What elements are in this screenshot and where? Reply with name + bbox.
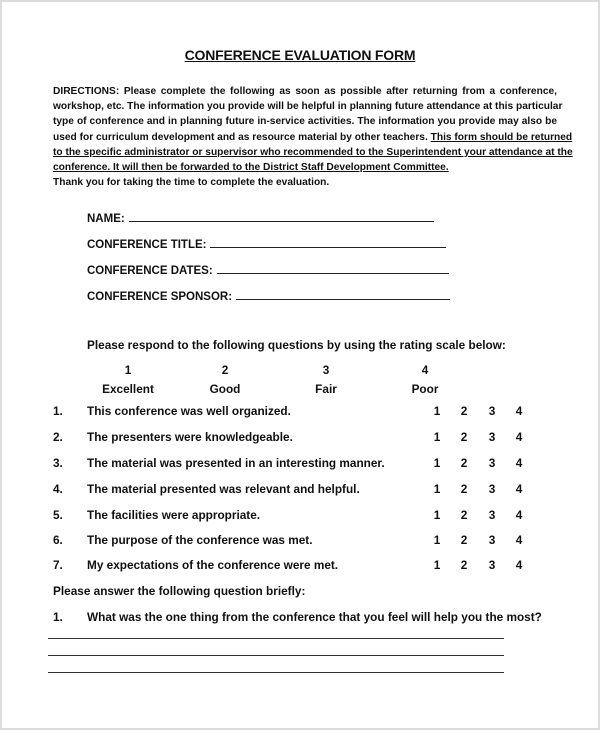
name-input-line[interactable] bbox=[129, 209, 434, 222]
question-number: 4. bbox=[53, 482, 63, 496]
rating-option-3[interactable]: 3 bbox=[488, 558, 496, 572]
question-number: 1. bbox=[53, 404, 63, 418]
question-text: The material was presented in an interesting manner. bbox=[87, 456, 385, 470]
rating-option-1[interactable]: 1 bbox=[433, 508, 441, 522]
rating-option-4[interactable]: 4 bbox=[515, 430, 523, 444]
open-question-text: What was the one thing from the conference that you feel will help you the most? bbox=[87, 610, 542, 624]
rating-option-3[interactable]: 3 bbox=[488, 404, 496, 418]
scale-label: Excellent bbox=[102, 382, 154, 396]
rating-option-2[interactable]: 2 bbox=[460, 404, 468, 418]
conference-dates-input-line[interactable] bbox=[217, 261, 449, 274]
rating-option-1[interactable]: 1 bbox=[433, 558, 441, 572]
scale-label: Good bbox=[209, 382, 241, 396]
scale-label: Fair bbox=[315, 382, 337, 396]
question-text: This conference was well organized. bbox=[87, 404, 291, 418]
conference-title-label: CONFERENCE TITLE: bbox=[87, 239, 207, 251]
conference-dates-field[interactable] bbox=[87, 261, 449, 277]
answer-line[interactable] bbox=[48, 638, 504, 639]
rating-option-4[interactable]: 4 bbox=[515, 508, 523, 522]
directions-line: type of conference and in planning future in-service activities. The information you provide may also be bbox=[53, 116, 557, 128]
return-instruction: to the specific administrator or supervisor who recommended to the Superintendent your attendance at the bbox=[53, 146, 573, 158]
rating-option-2[interactable]: 2 bbox=[460, 430, 468, 444]
rating-option-2[interactable]: 2 bbox=[460, 533, 468, 547]
rating-option-4[interactable]: 4 bbox=[515, 558, 523, 572]
rating-option-2[interactable]: 2 bbox=[460, 456, 468, 470]
directions-line bbox=[53, 145, 573, 160]
scale-poor bbox=[395, 361, 455, 399]
question-number: 5. bbox=[53, 508, 63, 522]
rating-option-1[interactable]: 1 bbox=[433, 533, 441, 547]
scale-value: 4 bbox=[421, 363, 429, 377]
question-number: 7. bbox=[53, 558, 63, 572]
question-number: 3. bbox=[53, 456, 63, 470]
rating-option-2[interactable]: 2 bbox=[460, 558, 468, 572]
rating-option-4[interactable]: 4 bbox=[515, 533, 523, 547]
scale-value: 3 bbox=[322, 363, 330, 377]
return-instruction: This form should be returned bbox=[430, 131, 573, 143]
return-instruction: conference. It will then be forwarded to the District Staff Development Committee. bbox=[53, 162, 449, 174]
rating-option-4[interactable]: 4 bbox=[515, 456, 523, 470]
rating-option-1[interactable]: 1 bbox=[433, 456, 441, 470]
rating-option-3[interactable]: 3 bbox=[488, 456, 496, 470]
rating-intro: Please respond to the following questions by using the rating scale below: bbox=[87, 338, 506, 352]
scale-value: 1 bbox=[124, 363, 132, 377]
form-title: CONFERENCE EVALUATION FORM bbox=[184, 47, 416, 63]
question-text: The presenters were knowledgeable. bbox=[87, 430, 293, 444]
conference-sponsor-label: CONFERENCE SPONSOR: bbox=[87, 291, 233, 303]
scale-good bbox=[195, 361, 255, 399]
rating-option-1[interactable]: 1 bbox=[433, 404, 441, 418]
conference-title-field[interactable] bbox=[87, 235, 446, 251]
directions-line: workshop, etc. The information you provide will be helpful in planning future attendance at this particular bbox=[53, 101, 563, 113]
rating-option-3[interactable]: 3 bbox=[488, 533, 496, 547]
directions-paragraph bbox=[53, 84, 573, 190]
conference-dates-label: CONFERENCE DATES: bbox=[87, 265, 213, 277]
question-text: The material presented was relevant and helpful. bbox=[87, 482, 360, 496]
directions-text: used for curriculum development and as resource material by other teachers. bbox=[53, 131, 431, 143]
question-number: 2. bbox=[53, 430, 63, 444]
scale-value: 2 bbox=[221, 363, 229, 377]
directions-line: DIRECTIONS: Please complete the following as soon as possible after returning from a conference, bbox=[53, 86, 557, 97]
rating-option-4[interactable]: 4 bbox=[515, 482, 523, 496]
directions-line bbox=[53, 160, 557, 175]
rating-option-3[interactable]: 3 bbox=[488, 508, 496, 522]
rating-option-3[interactable]: 3 bbox=[488, 482, 496, 496]
scale-label: Poor bbox=[411, 382, 439, 396]
conference-sponsor-input-line[interactable] bbox=[236, 287, 450, 300]
scale-fair bbox=[296, 361, 356, 399]
rating-option-1[interactable]: 1 bbox=[433, 482, 441, 496]
question-text: My expectations of the conference were met. bbox=[87, 558, 339, 572]
conference-sponsor-field[interactable] bbox=[87, 287, 450, 303]
name-field[interactable] bbox=[87, 209, 434, 225]
rating-option-1[interactable]: 1 bbox=[433, 430, 441, 444]
brief-answer-intro: Please answer the following question briefly: bbox=[53, 584, 306, 598]
scale-excellent bbox=[98, 361, 158, 399]
directions-line bbox=[53, 130, 573, 145]
thank-you-line: Thank you for taking the time to complete the evaluation. bbox=[53, 177, 330, 189]
rating-option-3[interactable]: 3 bbox=[488, 430, 496, 444]
question-text: The facilities were appropriate. bbox=[87, 508, 261, 522]
conference-title-input-line[interactable] bbox=[210, 235, 446, 248]
rating-option-2[interactable]: 2 bbox=[460, 508, 468, 522]
rating-option-2[interactable]: 2 bbox=[460, 482, 468, 496]
rating-option-4[interactable]: 4 bbox=[515, 404, 523, 418]
open-question-number: 1. bbox=[53, 610, 63, 624]
answer-line[interactable] bbox=[48, 672, 504, 673]
name-label: NAME: bbox=[87, 213, 125, 225]
question-text: The purpose of the conference was met. bbox=[87, 533, 313, 547]
question-number: 6. bbox=[53, 533, 63, 547]
answer-line[interactable] bbox=[48, 655, 504, 656]
